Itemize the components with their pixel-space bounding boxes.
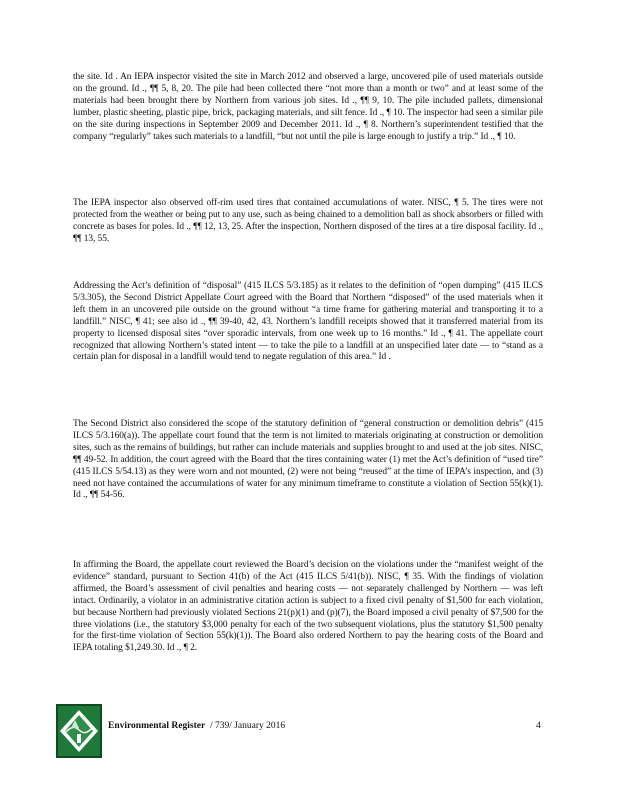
paragraph-5: In affirming the Board, the appellate court reviewed the Board’s decision on the violations under the “manifest weight of the evidence” standard, pursuant to Section 41(b) of the Act (415 ILCS 5/41(b)). NISC, ¶ 35. With the findings of violation affirmed, the Board’s assessment of civil penalties and hearing costs — not separately challenged by Northern — was left intact. Ordinarily, a violator in an administrative citation action is subject to a fixed civil penalty of $1,500 for each violation, but because Northern had previously violated Sections 21(p)(1) and (p)(7), the Board imposed a civil penalty of $7,500 for the three violations (i.e., the statutory $3,000 penalty for each of the two subsequent violations, plus the statutory $1,500 penalty for the first-time violation of Section 55(k)(1)). The Board also ordered Northern to pay the hearing costs of the Board and IEPA totaling $1,249.30. Id ., ¶ 2. [73,560,543,654]
footer-citation [108,721,285,731]
paragraph-1: the site. Id . An IEPA inspector visited the site in March 2012 and observed a large, uncovered pile of used materials outside on the ground. Id ., ¶¶ 5, 8, 20. The pile had been collected there “not more than a month or two” and at least some of the materials had been brought there by Northern from various job sites. Id ., ¶¶ 9, 10. The pile included pallets, dimensional lumber, plastic sheeting, plastic pipe, brick, packaging materials, and silt fence. Id ., ¶ 10. The inspector had seen a similar pile on the site during inspections in September 2009 and December 2011. Id ., ¶ 8. Northern’s superintendent testified that the company “regularly” takes such materials to a landfill, “but not until the pile is large enough to justify a trip.” Id ., ¶ 10. [73,72,543,142]
page-number: 4 [536,721,541,731]
issue-info: / 739/ January 2016 [209,721,286,731]
paragraph-4: The Second District also considered the scope of the statutory definition of “general construction or demolition debris” (415 ILCS 5/3.160(a)). The appellate court found that the term is not limited to materials originating at construction or demolition sites, such as the remains of buildings, but rather can include materials and supplies brought to and used at the job sites. NISC, ¶¶ 49-52. In addition, the court agreed with the Board that the tires containing water (1) met the Act’s definition of “used tire” (415 ILCS 5/54.13) as they were worn and not mounted, (2) were not being “reused” at the time of IEPA’s inspection, and (3) need not have contained the accumulations of water for any minimum timeframe to constitute a violation of Section 55(k)(1). Id ., ¶¶ 54-56. [73,419,543,501]
publication-name: Environmental Register [108,721,206,731]
paragraph-2: The IEPA inspector also observed off-rim used tires that contained accumulations of water. NISC, ¶ 5. The tires were not protected from the weather or being put to any use, such as being chained to a demolition ball as shock absorbers or filled with concrete as bases for poles. Id ., ¶¶ 12, 13, 25. After the inspection, Northern disposed of the tires at a tire disposal facility. Id ., ¶¶ 13, 55. [73,198,543,244]
paragraph-3: Addressing the Act’s definition of “disposal” (415 ILCS 5/3.185) as it relates to the definition of “open dumping” (415 ILCS 5/3.305), the Second District Appellate Court agreed with the Board that Northern “disposed” of the used materials when it left them in an uncovered pile outside on the ground without “a time frame for gathering material and transporting it to a landfill.” NISC, ¶ 41; see also id ., ¶¶ 39-40, 42, 43. Northern’s landfill receipts showed that it transferred material from its property to licensed disposal sites “over sporadic intervals, from one week up to 16 months.” Id ., ¶ 41. The appellate court recognized that allowing Northern’s stated intent — to take the pile to a landfill at an unspecified later date — to “stand as a certain plan for disposal in a landfill would tend to negate regulation of this area.” Id . [73,281,543,363]
pollution-control-board-logo [56,704,102,758]
